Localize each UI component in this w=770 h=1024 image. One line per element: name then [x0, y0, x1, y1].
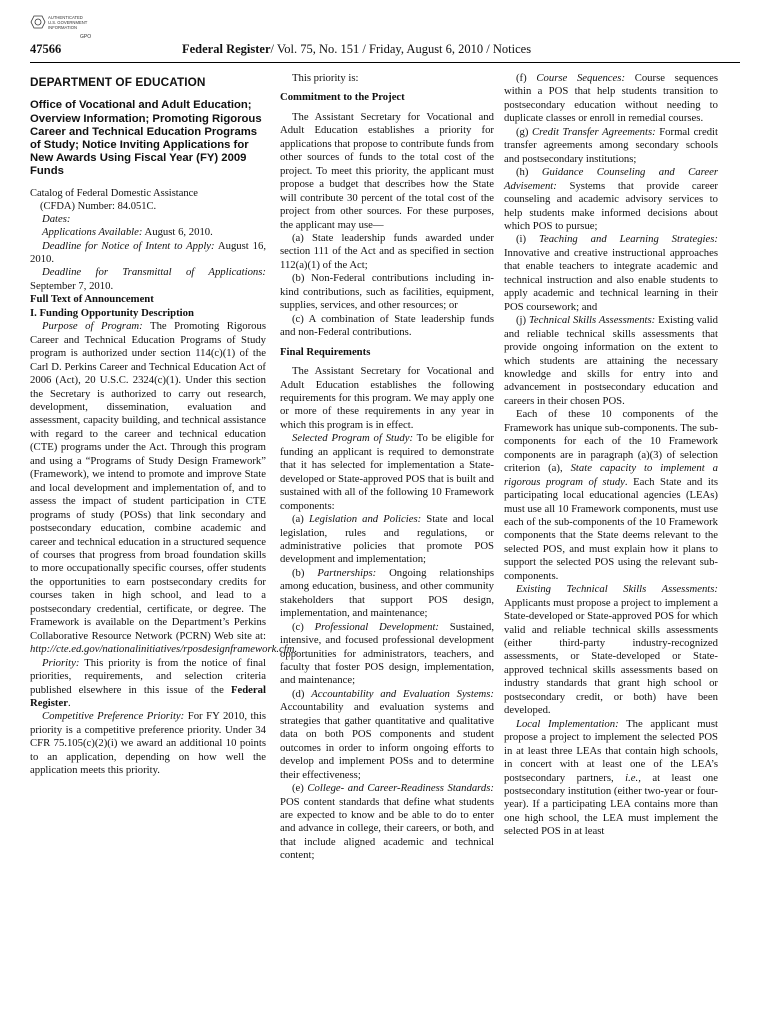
dates-label: Dates: [42, 212, 71, 225]
component-g: (g) Credit Transfer Agreements: Formal credit transfer agreements among secondary schools and postsecondary institutions; [504, 125, 718, 165]
component-h: (h) Guidance Counseling and Career Advisement: Systems that provide career counseling and academic advisory services to help students make informed decisions about which POS to pursue; [504, 166, 718, 232]
full-text-heading: Full Text of Announcement [30, 293, 154, 306]
svg-text:GPO: GPO [80, 34, 92, 40]
purpose-paragraph: Purpose of Program: The Promoting Rigorous Career and Technical Education Programs of Study program is authorized under section 114(c)(1) of the Carl D. Perkins Career and Technical Education Act of 2006 (Act), 20 U.S.C. 2324(c)(1). Under this section the Secretary is authorized to carry out research, development, dissemination, evaluation and assessment, capacity building, and technical assistance with regard to the career and technical education (CTE) programs under the Act. Through this program and using a “Programs of Study Design Framework” (Framework), we intend to promote and improve State and local development and implementation of, and to assess the impact of student participation in CTE programs of study (POSs) that link secondary and postsecondary education, combine academic and career and technical education in a structured sequence of courses that progress from broad foundation skills to more occupationally specific courses, offer students the opportunities to earn postsecondary credits for courses taken in high school, and lead to a postsecondary credential, certificate, or degree. The Framework is available on the Department’s Perkins Collaborative Resource Network (PCRN) Web site at: http://cte.ed.gov/nationalinitiatives/rposdesignframework.cfm. [30, 320, 298, 656]
each-component-paragraph: Each of these 10 components of the Framework has unique sub-components. The sub-components for each of the 10 Framework components are in paragraph (a)(3) of selection criterion (a), State capacity to implement a rigorous program of study. Each State and its participating local educational agencies (LEAs) must use all 10 Framework components, must use each of the sub-components of the 10 Framework components that the State deems relevant to the selected POS, and must explain how it plans to support the selected POS using the relevant sub-components. [504, 408, 719, 582]
applications-available: Applications Available: August 6, 2010. [42, 226, 213, 239]
commitment-text: The Assistant Secretary for Vocational and Adult Education establishes a priority for applications that propose to contribute funds from other sources of funds to the total cost of the project. To meet this priority, the applicant must propose a budget that describes how the State will contribute 30 percent of the total cost of the project from other sources. For these purposes, the applicant may use— [280, 110, 494, 231]
component-d: (d) Accountability and Evaluation Systems: Accountability and evaluation systems and strategies that gather quantitative and qualitative data on both POS components and student outcomes in order to inform ongoing efforts to develop and implement POSs and to determine their effectiveness; [280, 687, 494, 781]
header-rule [30, 62, 740, 63]
component-i: (i) Teaching and Learning Strategies: Innovative and creative instructional approaches that enable teachers to integrate academic and technical instruction and also enable students to apply academic and technical learning in their POS coursework; and [504, 233, 718, 313]
column-3 [504, 72, 718, 1014]
component-j: (j) Technical Skills Assessments: Existing valid and reliable technical skills assessments that provide ongoing information on the extent to which students are attaining the necessary knowledge and skills for entry into and advancement in postsecondary education and careers in their chosen POS. [504, 314, 718, 407]
component-f: (f) Course Sequences: Course sequences within a POS that help students transition to postsecondary education without needing to duplicate classes or enroll in remedial courses. [504, 72, 718, 125]
final-requirements-heading: Final Requirements [280, 345, 371, 358]
page-number: 47566 [30, 42, 62, 56]
item-b: (b) Non-Federal contributions including in-kind contributions, such as facilities, equipment, supplies, services, and other resources; or [280, 272, 494, 312]
running-header [30, 42, 740, 58]
competitive-priority-paragraph: Competitive Preference Priority: For FY 2010, this priority is a competitive preference priority. Under 34 CFR 75.105(c)(2)(i) we award an additional 10 points to an application, depending on how well the application meets this priority. [30, 710, 266, 777]
publication-line [182, 42, 531, 57]
publication-name: Federal Register [182, 42, 271, 56]
column-2 [280, 72, 494, 1014]
component-b: (b) Partnerships: Ongoing relationships among education, business, and other community stakeholders that support POS design, implementation, and maintenance; [280, 566, 494, 620]
cfda-line-2: (CFDA) Number: 84.051C. [40, 200, 157, 212]
commitment-heading: Commitment to the Project [280, 91, 405, 104]
issue-info: / Vol. 75, No. 151 / Friday, August 6, 2010 / Notices [270, 42, 532, 56]
framework-url[interactable]: http://cte.ed.gov/nationalinitiatives/rposdesignframework.cfm. [30, 643, 298, 656]
column-1 [30, 72, 298, 1014]
component-a: (a) Legislation and Policies: State and local legislation, rules and regulations, or administrative policies that promote POS development and implementation; [280, 513, 494, 566]
component-c: (c) Professional Development: Sustained, intensive, and focused professional development opportunities for administrators, teachers, and faculty that foster POS design, implementation, and maintenance; [280, 620, 495, 687]
deadline-intent: Deadline for Notice of Intent to Apply: August 16, 2010. [30, 239, 266, 266]
notice-title: Office of Vocational and Adult Education; Overview Information; Promoting Rigorous Career and Technical Education Programs of Study; Notice Inviting Applications for New Awards Using Fiscal Year (FY) 2009 Funds [30, 99, 262, 178]
final-requirements-text: The Assistant Secretary for Vocational and Adult Education establishes the following requirements for this program. We may apply one or more of these requirements in any year in which this program is in effect. [280, 365, 494, 431]
svg-text:AUTHENTICATED: AUTHENTICATED [48, 15, 83, 20]
deadline-transmittal: Deadline for Transmittal of Applications: September 7, 2010. [30, 266, 266, 292]
gpo-authentication-seal [30, 12, 110, 42]
local-implementation-paragraph: Local Implementation: The applicant must propose a project to implement the selected POS in at least three LEAs that contain high schools, in concert with at least one of the LEA’s postsecondary partners, i.e., at least one postsecondary institution (either two-year or four-year). If a participating LEA contains more than one high school, the LEA must implement the selected POS in at least [504, 717, 718, 838]
component-e: (e) College- and Career-Readiness Standards: POS content standards that define what students are expected to know and be able to do to enter and advance in college, their careers, or both, and that include aligned academic and technical content; [280, 782, 494, 862]
this-priority: This priority is: [292, 72, 359, 84]
cfda-line-1: Catalog of Federal Domestic Assistance [30, 187, 198, 199]
section-1-heading: I. Funding Opportunity Description [30, 306, 194, 319]
selected-pos-paragraph: Selected Program of Study: To be eligible for funding an applicant is required to demonstrate that it has selected for implementation a State-developed or State-approved POS that is built and sustained with all of the following 10 Framework components: [280, 432, 495, 512]
svg-text:U.S. GOVERNMENT: U.S. GOVERNMENT [48, 20, 88, 25]
existing-assessments-paragraph: Existing Technical Skills Assessments: Applicants must propose a project to implement a State-developed or State-approved POS for which valid and reliable technical skills assessments (either third-party industry-recognized assessments, or State-developed or State-approved technical skills assessments based on industry standards that grant high school or postsecondary credit, or both) have been developed. [504, 583, 718, 717]
item-a: (a) State leadership funds awarded under section 111 of the Act and as specified in section 112(a)(1) of the Act; [280, 231, 494, 271]
department-heading: DEPARTMENT OF EDUCATION [30, 75, 206, 89]
cfda-info [30, 187, 266, 213]
svg-text:INFORMATION: INFORMATION [48, 25, 77, 30]
priority-paragraph: Priority: This priority is from the notice of final priorities, requirements, and selection criteria published elsewhere in this issue of the Federal Register. [30, 656, 266, 709]
item-c: (c) A combination of State leadership funds and non-Federal contributions. [280, 312, 494, 339]
